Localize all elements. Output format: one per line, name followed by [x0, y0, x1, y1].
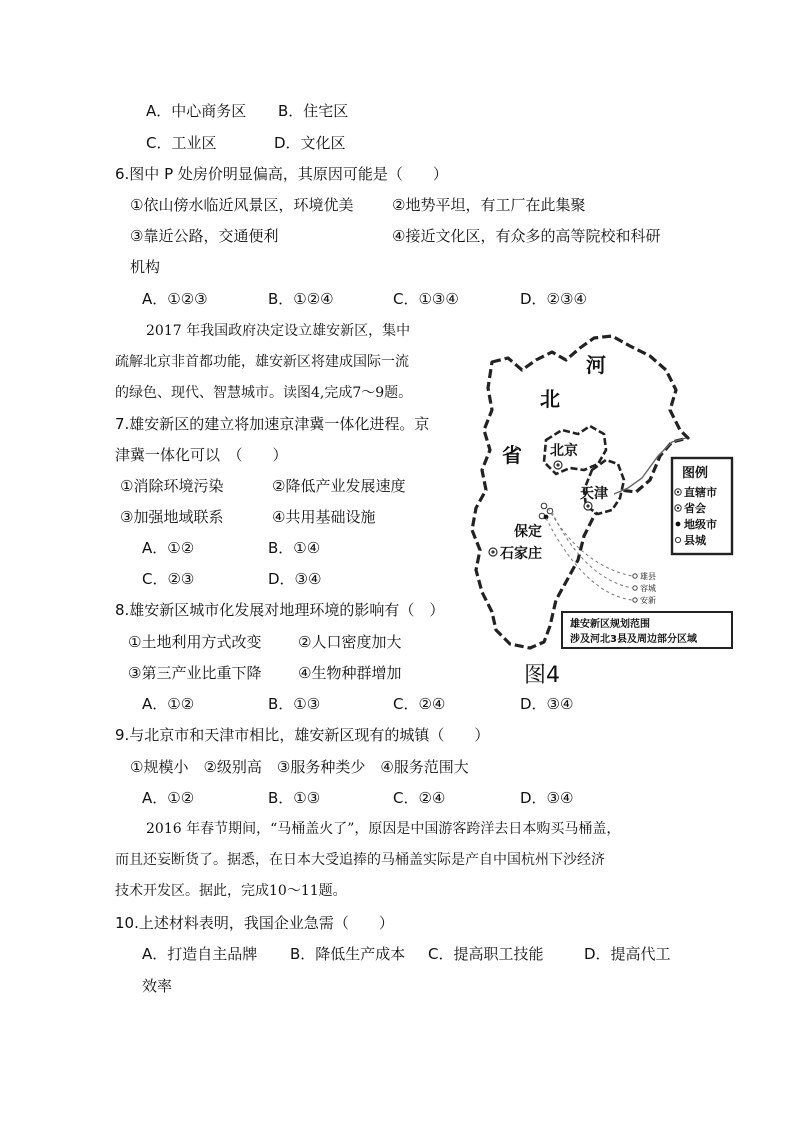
figure-label: 图4 — [524, 663, 560, 688]
q10-stem: 10.上述材料表明，我国企业急需（ ） — [115, 914, 394, 932]
q9-option-c: C．②④ — [393, 789, 446, 807]
map-label-he: 河 — [586, 353, 606, 377]
q5-option-b: B．住宅区 — [278, 102, 349, 120]
q8-item-2: ②人口密度加大 — [298, 633, 402, 651]
map-label-tianjin: 天津 — [580, 486, 608, 502]
q7-option-b: B．①④ — [268, 539, 321, 557]
q8-option-d: D．③④ — [520, 695, 574, 713]
q6-item-3: ③靠近公路，交通便利 — [130, 227, 279, 245]
leader-line-3 — [546, 518, 632, 600]
legend-label-capital: 省会 — [684, 502, 706, 515]
q6-option-d: D．②③④ — [520, 290, 587, 308]
q7-item-1: ①消除环境污染 — [120, 477, 224, 495]
q6-item-1: ①依山傍水临近风景区，环境优美 — [130, 196, 354, 214]
map-label-beijing: 北京 — [550, 443, 578, 459]
passage2-line-2: 而且还妄断货了。据悉，在日本大受追捧的马桶盖实际是产自中国杭州下沙经济 — [115, 852, 605, 868]
passage1-line-3: 的绿色、现代、智慧城市。读图4,完成7～9题。 — [115, 385, 413, 401]
q7-option-d: D．③④ — [268, 570, 322, 588]
q6-item-4-cont: 机构 — [130, 258, 161, 276]
q7-item-2: ②降低产业发展速度 — [272, 477, 406, 495]
q9-items: ①规模小 ②级别高 ③服务种类少 ④服务范围大 — [130, 758, 469, 776]
q8-option-b: B．①③ — [268, 695, 321, 713]
q8-item-1: ①土地利用方式改变 — [128, 633, 262, 651]
q6-item-4: ④接近文化区，有众多的高等院校和科研 — [392, 227, 661, 245]
q6-option-a: A．①②③ — [142, 290, 208, 308]
q6-item-2: ②地势平坦，有工厂在此集聚 — [392, 196, 586, 214]
q8-stem: 8.雄安新区城市化发展对地理环境的影响有（ ） — [115, 601, 445, 619]
q8-item-3: ③第三产业比重下降 — [128, 664, 262, 682]
q7-stem-line-1: 7.雄安新区的建立将加速京津冀一体化进程。京 — [115, 415, 430, 433]
q8-option-c: C．②④ — [393, 695, 446, 713]
q6-option-c: C．①③④ — [393, 290, 459, 308]
q9-option-d: D．③④ — [520, 789, 574, 807]
q7-item-3: ③加强地域联系 — [120, 508, 224, 526]
q9-option-b: B．①③ — [268, 789, 321, 807]
q7-item-4: ④共用基础设施 — [272, 508, 376, 526]
q10-option-c: C．提高职工技能 — [428, 945, 544, 963]
figure-4-map — [462, 330, 742, 690]
map-label-baoding: 保定 — [514, 524, 542, 540]
q7-option-c: C．②③ — [142, 570, 195, 588]
passage1-line-1: 2017 年我国政府决定设立雄安新区，集中 — [146, 323, 411, 339]
map-label-bei: 北 — [540, 387, 560, 411]
plan-note-line-1: 雄安新区规划范围 — [570, 619, 650, 630]
legend-symbol-prefecture — [676, 522, 681, 527]
q5-option-d: D．文化区 — [274, 134, 346, 152]
county-dot-1 — [541, 503, 547, 509]
q5-option-a: A．中心商务区 — [146, 102, 247, 120]
legend-label-municipality: 直辖市 — [684, 486, 717, 499]
q6-stem: 6.图中 P 处房价明显偏高，其原因可能是（ ） — [115, 165, 448, 183]
q10-option-a: A．打造自主品牌 — [142, 945, 258, 963]
map-label-shijiazhuang: 石家庄 — [500, 546, 542, 562]
hebei-map-graphic — [462, 330, 742, 690]
q8-option-a: A．①② — [142, 695, 195, 713]
q8-item-4: ④生物种群增加 — [298, 664, 402, 682]
county-label-rongcheng: 容城 — [640, 584, 656, 593]
legend-symbol-county — [675, 537, 680, 542]
q7-option-a: A．①② — [142, 539, 195, 557]
q10-option-d-cont: 效率 — [142, 977, 173, 995]
plan-note-line-2: 涉及河北3县及周边部分区域 — [570, 634, 697, 645]
passage2-line-1: 2016 年春节期间，“马桶盖火了”，原因是中国游客跨洋去日本购买马桶盖， — [146, 821, 621, 837]
q7-stem-line-2: 津冀一体化可以 （ ） — [115, 446, 288, 464]
passage1-line-2: 疏解北京非首都功能，雄安新区将建成国际一流 — [115, 354, 409, 370]
county-label-xiongxian: 雄县 — [640, 572, 656, 581]
map-label-sheng: 省 — [502, 443, 522, 467]
county-label-anxin: 安新 — [640, 596, 656, 605]
q10-option-d: D．提高代工 — [584, 945, 671, 963]
legend-label-prefecture: 地级市 — [684, 518, 717, 531]
q9-stem: 9.与北京市和天津市相比，雄安新区现有的城镇（ ） — [115, 726, 490, 744]
q6-option-b: B．①②④ — [268, 290, 334, 308]
passage2-line-3: 技术开发区。据此，完成10～11题。 — [115, 883, 347, 899]
q10-option-b: B．降低生产成本 — [290, 945, 406, 963]
q5-option-c: C．工业区 — [146, 134, 217, 152]
q9-option-a: A．①② — [142, 789, 195, 807]
legend-title: 图例 — [682, 466, 709, 481]
legend-label-county: 县城 — [684, 534, 706, 547]
